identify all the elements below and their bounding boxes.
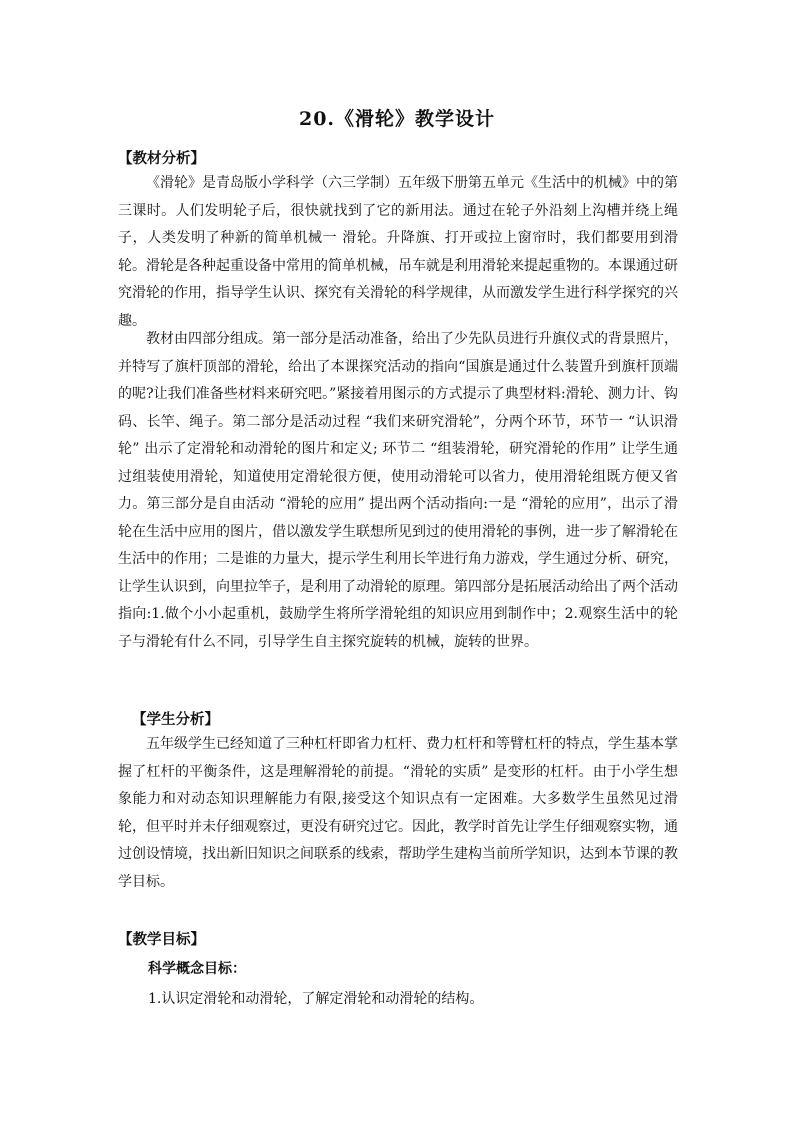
science-concept-goals-label: 科学概念目标： bbox=[148, 961, 246, 977]
section-heading-textbook-analysis: 【教材分析】 bbox=[118, 150, 205, 167]
goal-item-1: 1.认识定滑轮和动滑轮，了解定滑轮和动滑轮的结构。 bbox=[148, 991, 484, 1007]
textbook-analysis-paragraph-1: 《滑轮》是青岛版小学科学（六三学制）五年级下册第五单元《生活中的机械》中的第三课时。人们发明轮子后，很快就找到了它的新用法。通过在轮子外沿刻上沟槽并绕上绳子，人类发明了种新的简单机械一 滑轮。升降旗、打开或拉上窗帘时，我们都要用到滑轮。滑轮是各种起重设备中常用的简单机械，吊车就是利用滑轮来提起重物的。本课通过研究滑轮的作用，指导学生认识、探究有关滑轮的科学规律，从而激发学生进行科学探究的兴趣。 bbox=[118, 175, 678, 329]
document-title: 20.《滑轮》教学设计 bbox=[298, 108, 496, 130]
student-analysis-paragraph: 五年级学生已经知道了三种杠杆即省力杠杆、费力杠杆和等臂杠杆的特点，学生基本掌握了杠杆的平衡条件，这是理解滑轮的前提。“滑轮的实质” 是变形的杠杆。由于小学生想象能力和对动态知识理解能力有限,接受这个知识点有一定困难。大多数学生虽然见过滑轮，但平时并未仔细观察过，更没有研究过它。因此，教学时首先让学生仔细观察实物，通过创设情境，找出新旧知识之间联系的线索，帮助学生建构当前所学知识，达到本节课的教学目标。 bbox=[118, 736, 678, 890]
section-heading-teaching-goals: 【教学目标】 bbox=[118, 931, 205, 948]
textbook-analysis-paragraph-2: 教材由四部分组成。第一部分是活动准备，给出了少先队员进行升旗仪式的背景照片，并特写了旗杆顶部的滑轮，给出了本课探究活动的指向“国旗是通过什么装置升到旗杆顶端的呢?让我们准备些材料来研究吧。”紧接着用图示的方式提示了典型材料:滑轮、测力计、钩码、长竿、绳子。第二部分是活动过程 “我们来研究滑轮”，分两个环节，环节一 “认识滑轮” 出示了定滑轮和动滑轮的图片和定义; 环节二 “组装滑轮，研究滑轮的作用” 让学生通过组装使用滑轮，知道使用定滑轮很方便，使用动滑轮可以省力，使用滑轮组既方便又省力。第三部分是自由活动 “滑轮的应用” 提出两个活动指向:一是 “滑轮的应用”，出示了滑轮在生活中应用的图片，借以激发学生联想所见到过的使用滑轮的事例，进一步了解滑轮在生活中的作用；二是谁的力量大，提示学生利用长竿进行角力游戏，学生通过分析、研究，让学生认识到，向里拉竿子，是利用了动滑轮的原理。第四部分是拓展活动给出了两个活动指向:1.做个小小起重机，鼓励学生将所学滑轮组的知识应用到制作中；2.观察生活中的轮子与滑轮有什么不同，引导学生自主探究旋转的机械，旋转的世界。 bbox=[118, 331, 678, 650]
section-heading-student-analysis: 【学生分析】 bbox=[132, 711, 219, 728]
